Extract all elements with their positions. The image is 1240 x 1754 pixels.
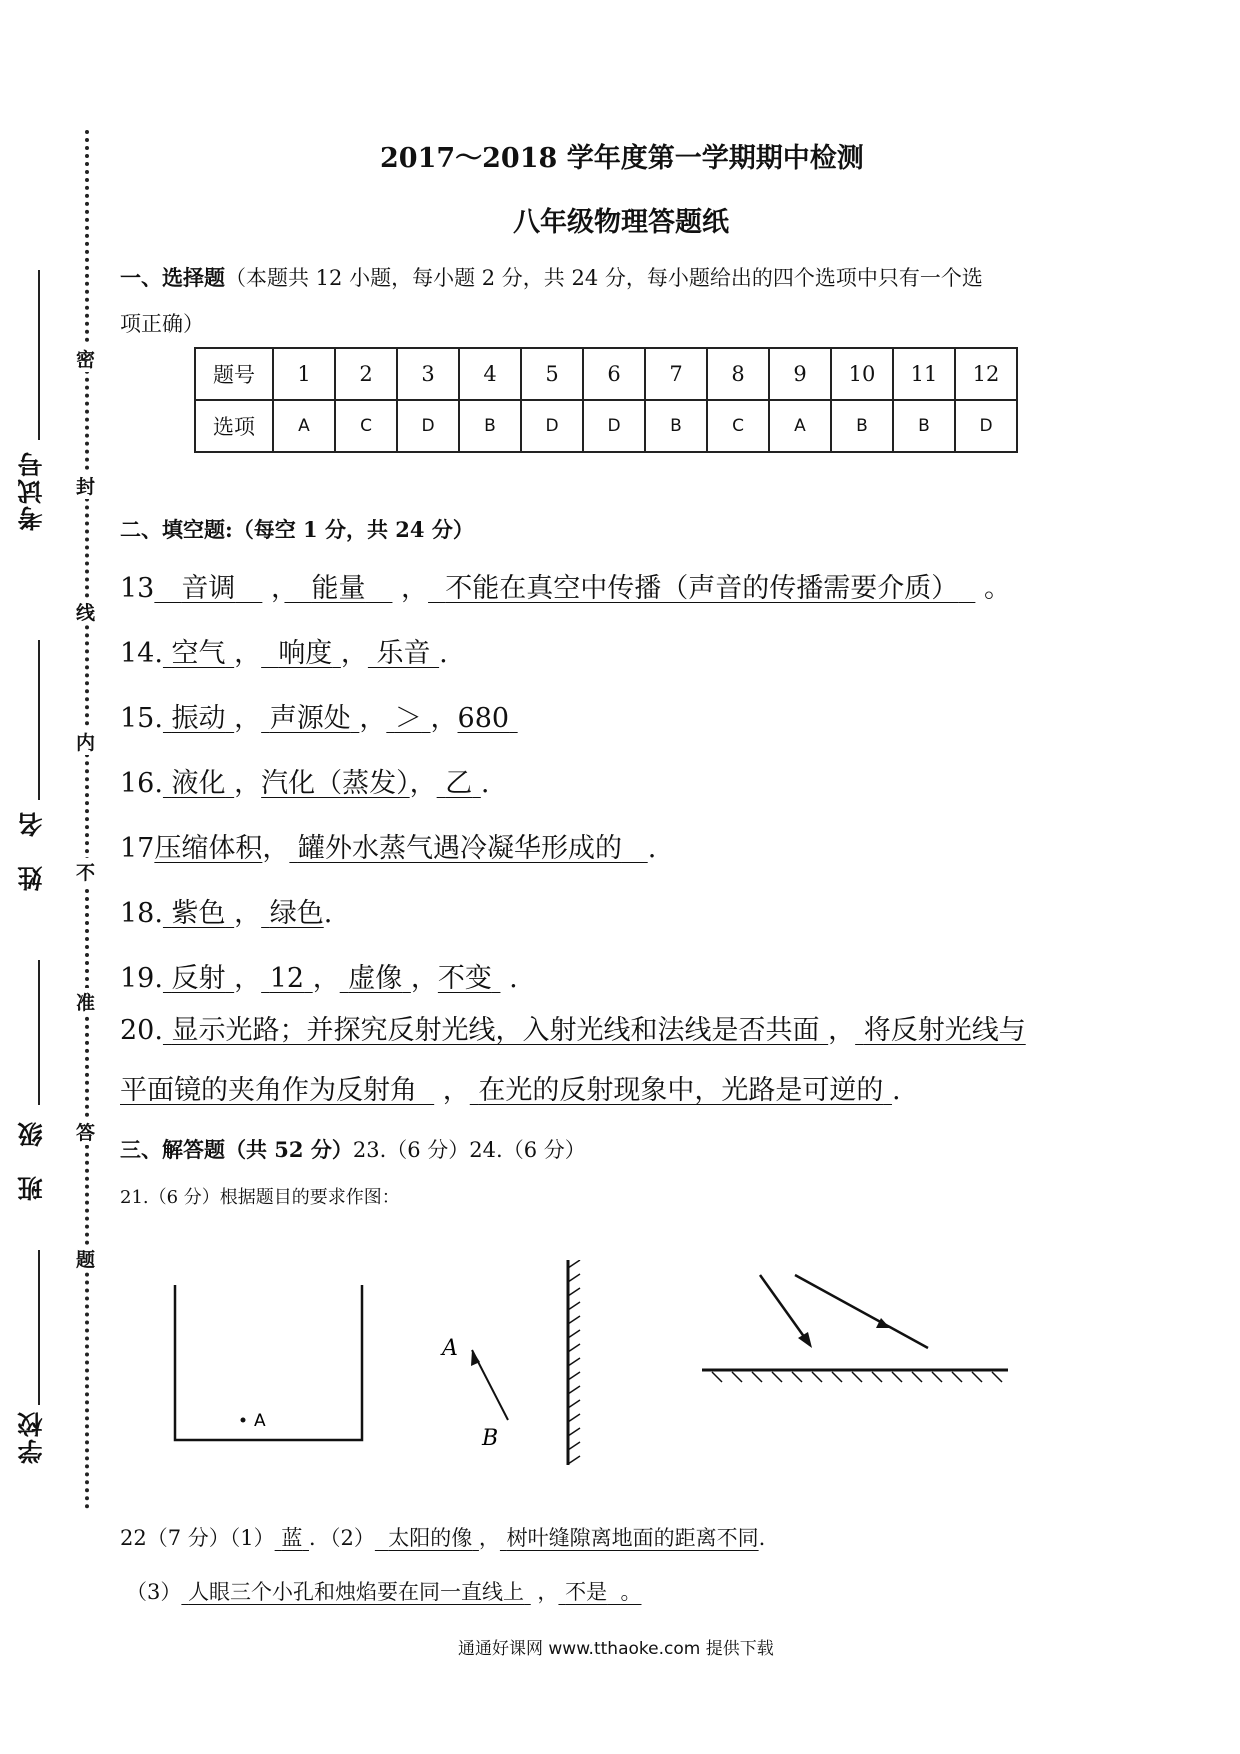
answer-cell: B <box>459 400 521 452</box>
q16-line: 16. 液化 ，汽化（蒸发）， 乙 . <box>120 768 490 799</box>
q22-line1: 22（7 分）（1） 蓝 ．（2） 太阳的像 ， 树叶缝隙离地面的距离不同. <box>120 1526 766 1550</box>
q20-answer2: 将反射光线与 <box>863 1015 1026 1046</box>
ray-label-b: B <box>482 1426 499 1451</box>
q14-end: . <box>439 638 448 669</box>
ray-1 <box>760 1275 810 1345</box>
answer-cell: C <box>335 400 397 452</box>
exam-number-label: 考试号 <box>17 450 46 531</box>
q17-line: 17压缩体积， 罐外水蒸气遇冷凝华形成的 . <box>120 833 657 864</box>
q22-mid: ．（2） <box>309 1526 375 1550</box>
q15-answer4: 680 <box>457 703 510 734</box>
question-number: 10 <box>831 348 893 400</box>
question-number: 3 <box>397 348 459 400</box>
section2-heading: 二、填空题:（每空 1 分，共 24 分） <box>120 517 474 542</box>
question-number: 12 <box>955 348 1017 400</box>
q16-number: 16. <box>120 768 163 799</box>
q19-number: 19. <box>120 963 163 994</box>
q15-answer3: ＞ <box>394 703 422 734</box>
seal-char: 封 <box>76 472 95 499</box>
answer-table <box>194 347 1018 453</box>
answer-cell: C <box>707 400 769 452</box>
q13-line: 13 音调 ， 能量 ， 不能在真空中传播（声音的传播需要介质） 。 <box>120 573 1011 604</box>
q16-answer1: 液化 <box>171 768 226 799</box>
q20-number: 20. <box>120 1015 163 1046</box>
q15-number: 15. <box>120 703 163 734</box>
section3-extra: 23.（6 分）24.（6 分） <box>352 1138 586 1162</box>
q16-answer3: 乙 <box>445 768 473 799</box>
q13-answer2: 能量 <box>311 573 366 604</box>
q19-answer1: 反射 <box>171 963 226 994</box>
q13-end: 。 <box>983 573 1011 604</box>
q22-3-prefix: （3） <box>126 1580 182 1604</box>
q19-answer3: 虚像 <box>348 963 403 994</box>
q22-end: . <box>758 1526 766 1550</box>
q22-prefix: 22（7 分）（1） <box>120 1526 275 1550</box>
q18-answer1: 紫色 <box>171 898 226 929</box>
q19-answer2: 12 <box>269 963 305 994</box>
q20-end: . <box>891 1075 901 1106</box>
question-number: 7 <box>645 348 707 400</box>
q20-line1: 20. 显示光路；并探究反射光线，入射光线和法线是否共面 ， 将反射光线与 <box>120 1015 1026 1046</box>
q16-answer2: 汽化（蒸发） <box>261 768 410 799</box>
q14-line: 14. 空气 ， 响度 ， 乐音 . <box>120 638 448 669</box>
answer-cell: A <box>769 400 831 452</box>
q17-answer2: 罐外水蒸气遇冷凝华形成的 <box>297 833 622 864</box>
q18-line: 18. 紫色 ， 绿色. <box>120 898 333 929</box>
q17-answer1: 压缩体积 <box>154 833 263 864</box>
exam-number-line <box>38 270 40 440</box>
answer-cell: B <box>831 400 893 452</box>
question-number: 8 <box>707 348 769 400</box>
point-a-label: A <box>254 1411 266 1431</box>
q22-3-end: 。 <box>620 1580 642 1604</box>
question-number: 4 <box>459 348 521 400</box>
seal-char: 答 <box>76 1118 95 1145</box>
class-label: 班 级 <box>17 1120 46 1201</box>
table-row <box>195 348 1017 400</box>
figure-mirror <box>420 1260 600 1470</box>
table-row <box>195 400 1017 452</box>
footer-text: 通通好课网 www.tthaoke.com 提供下载 <box>458 1639 774 1659</box>
q21-prompt: 21.（6 分）根据题目的要求作图： <box>120 1187 400 1208</box>
figure-container <box>170 1280 370 1450</box>
q20-answer1: 显示光路；并探究反射光线，入射光线和法线是否共面 <box>171 1015 820 1046</box>
q22-answer5: 不是 。 <box>565 1580 642 1604</box>
figure-horizontal-mirror <box>690 1270 1030 1400</box>
q15-answer1: 振动 <box>171 703 226 734</box>
q14-answer2: 响度 <box>278 638 333 669</box>
point-a-dot <box>241 1418 246 1423</box>
section1-desc-line2: 项正确） <box>120 312 204 336</box>
class-line <box>38 960 40 1105</box>
q22-line2: （3） 人眼三个小孔和烛焰要在同一直线上 ， 不是 。 <box>126 1580 642 1604</box>
question-number: 2 <box>335 348 397 400</box>
row-label: 题号 <box>195 348 273 400</box>
row-label: 选项 <box>195 400 273 452</box>
seal-char: 内 <box>76 728 95 755</box>
answer-cell: B <box>893 400 955 452</box>
answer-cell: A <box>273 400 335 452</box>
page-title: 2017～2018 学年度第一学期期中检测 <box>380 143 864 174</box>
answer-cell: D <box>583 400 645 452</box>
q19-end: . <box>509 963 518 994</box>
q20-answer4: 在光的反射现象中，光路是可逆的 <box>478 1075 884 1106</box>
section1-heading: 一、选择题 <box>120 265 225 290</box>
q20-line2: 平面镜的夹角作为反射角 ， 在光的反射现象中，光路是可逆的 . <box>120 1075 901 1106</box>
q22-answer3: 树叶缝隙离地面的距离不同 <box>506 1526 759 1550</box>
q22-answer1: 蓝 <box>281 1526 303 1550</box>
ray-1-arrowhead <box>798 1332 812 1348</box>
seal-char: 题 <box>76 1245 95 1272</box>
seal-char: 不 <box>76 858 95 885</box>
q17-end: . <box>647 833 657 864</box>
answer-cell: B <box>645 400 707 452</box>
q19-line: 19. 反射 ， 12 ， 虚像 ，不变 . <box>120 963 518 994</box>
q22-answer2: 太阳的像 <box>388 1526 473 1550</box>
q15-answer2: 声源处 <box>269 703 351 734</box>
ray-2 <box>795 1275 928 1348</box>
q20-answer3: 平面镜的夹角作为反射角 <box>120 1075 417 1106</box>
question-number: 6 <box>583 348 645 400</box>
q14-answer3: 乐音 <box>376 638 431 669</box>
mirror-hatching <box>712 1372 1002 1382</box>
question-number: 9 <box>769 348 831 400</box>
section1-desc: （本题共 12 小题，每小题 2 分，共 24 分，每小题给出的四个选项中只有一个选 <box>225 266 983 290</box>
school-label: 学校 <box>17 1410 46 1464</box>
q13-answer1: 音调 <box>181 573 236 604</box>
q18-answer2: 绿色 <box>269 898 324 929</box>
answer-cell: D <box>955 400 1017 452</box>
q22-answer4: 人眼三个小孔和烛焰要在同一直线上 <box>188 1580 525 1604</box>
school-line <box>38 1250 40 1405</box>
q17-number: 17 <box>120 833 155 864</box>
q13-answer3: 不能在真空中传播（声音的传播需要介质） <box>445 573 959 604</box>
q15-line: 15. 振动 ， 声源处 ， ＞ ，680 <box>120 696 518 735</box>
q16-end: . <box>480 768 490 799</box>
section1-heading-line <box>120 262 983 292</box>
container-outline <box>175 1285 362 1440</box>
page-subtitle: 八年级物理答题纸 <box>513 207 729 238</box>
q18-number: 18. <box>120 898 163 929</box>
q14-number: 14. <box>120 638 163 669</box>
answer-cell: D <box>521 400 583 452</box>
name-label: 姓 名 <box>17 810 46 891</box>
seal-char: 密 <box>76 345 95 372</box>
question-number: 11 <box>893 348 955 400</box>
name-line <box>38 640 40 800</box>
q18-end: . <box>323 898 333 929</box>
mirror-hatching <box>568 1260 580 1464</box>
seal-char: 线 <box>76 598 95 625</box>
question-number: 5 <box>521 348 583 400</box>
seal-dotted-line <box>85 130 89 1510</box>
section3-heading-line <box>120 1134 586 1164</box>
q13-number: 13 <box>120 573 155 604</box>
q19-answer4: 不变 <box>437 963 492 994</box>
question-number: 1 <box>273 348 335 400</box>
q14-answer1: 空气 <box>171 638 226 669</box>
section3-heading: 三、解答题（共 52 分） <box>120 1137 353 1162</box>
ray-label-a: A <box>442 1336 458 1361</box>
answer-cell: D <box>397 400 459 452</box>
seal-char: 准 <box>76 988 95 1015</box>
